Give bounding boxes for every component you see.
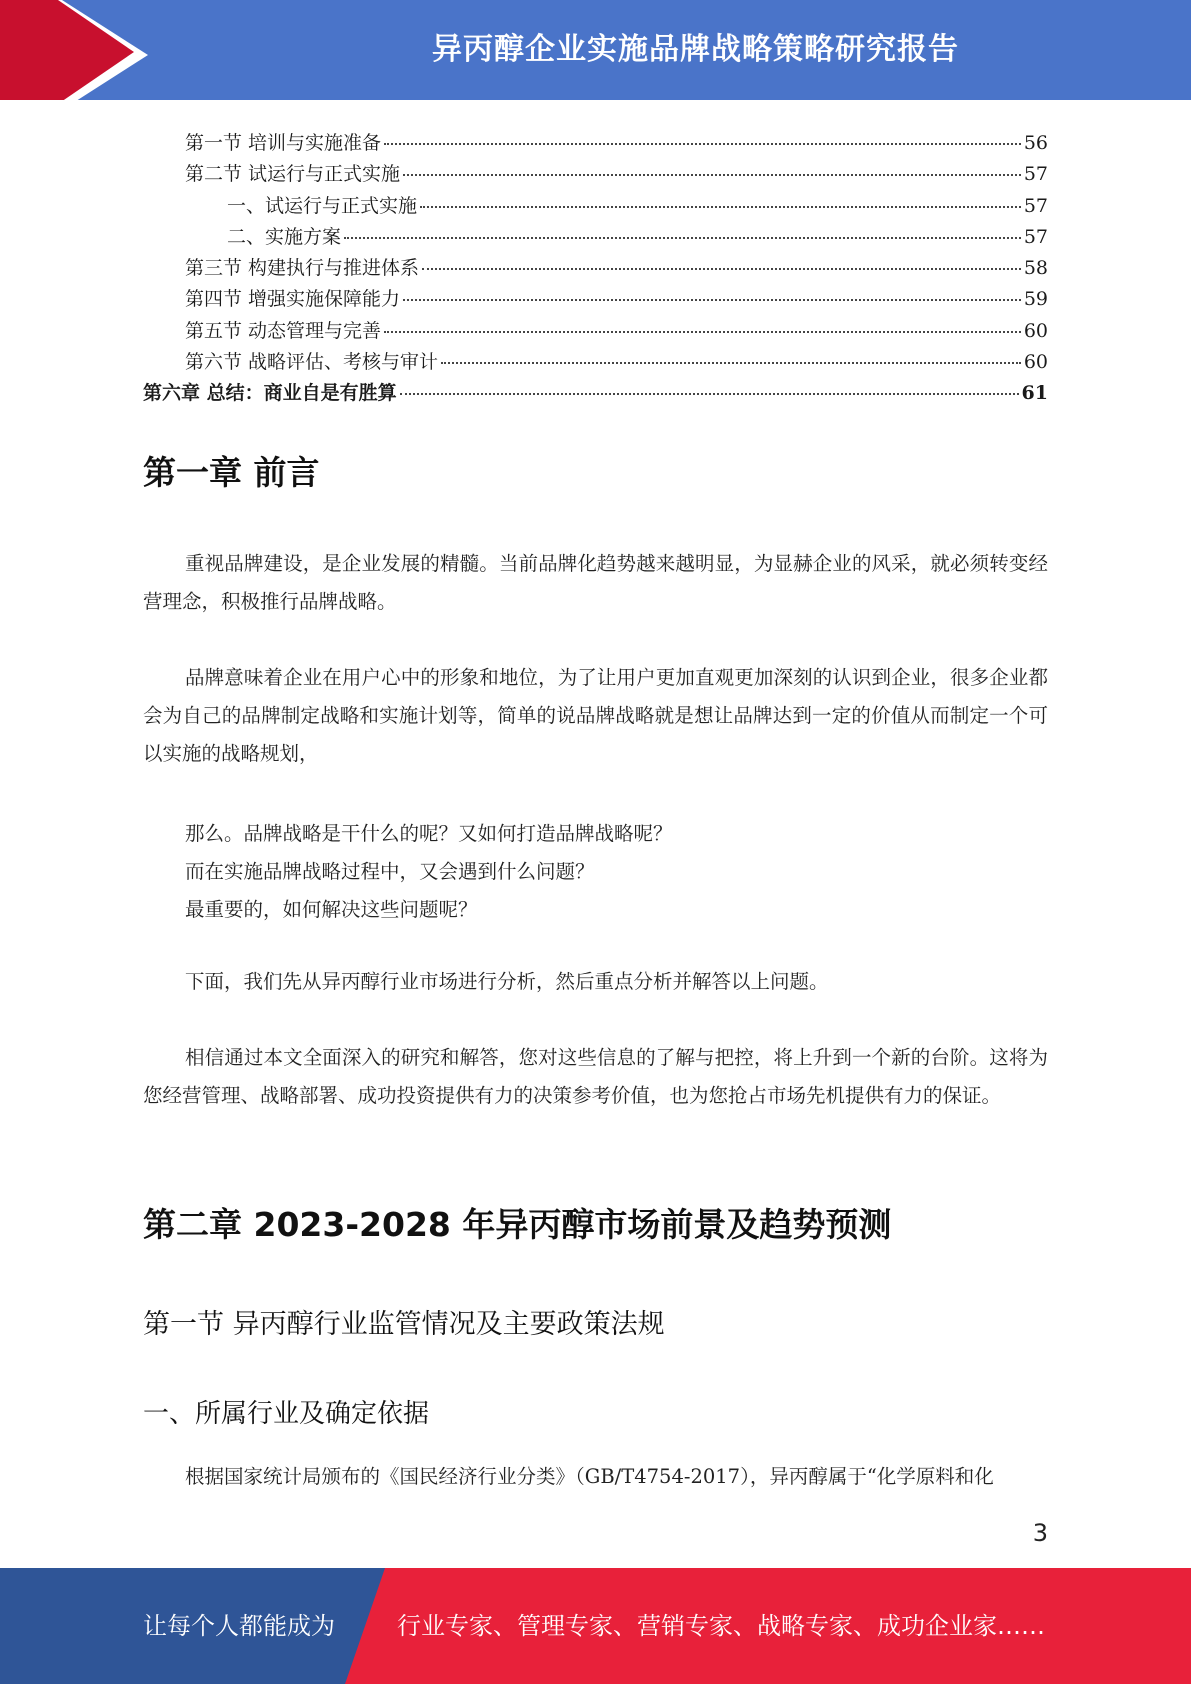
toc-leader-dots — [384, 124, 1021, 145]
chapter-1-paragraph: 重视品牌建设，是企业发展的精髓。当前品牌化趋势越来越明显，为显赫企业的风采，就必须转变经营理念，积极推行品牌战略。 — [143, 552, 1048, 613]
toc-entry-page: 60 — [1023, 351, 1048, 374]
header-title: 异丙醇企业实施品牌战略策略研究报告 — [432, 32, 959, 67]
toc-entry-page: 60 — [1023, 319, 1048, 342]
chapter-1-paragraph: 下面，我们先从异丙醇行业市场进行分析，然后重点分析并解答以上问题。 — [185, 970, 829, 993]
toc-entry-page: 57 — [1023, 225, 1048, 248]
toc-entry-label: 一、试运行与正式实施 — [227, 194, 418, 217]
chapter-2-paragraph: 根据国家统计局颁布的《国民经济行业分类》（GB/T4754-2017），异丙醇属于“化学原料和化 — [185, 1465, 994, 1488]
toc-entry-page: 57 — [1023, 194, 1048, 217]
toc-leader-dots — [441, 343, 1021, 364]
page-header — [0, 0, 1191, 110]
toc-entry-label: 第二节 试运行与正式实施 — [185, 163, 401, 186]
toc-leader-dots — [403, 155, 1021, 176]
header-divider — [0, 100, 1191, 110]
chapter-1-title: 第一章 前言 — [143, 453, 320, 492]
toc-entry-label: 第四节 增强实施保障能力 — [185, 288, 401, 311]
toc-entry-label: 第六节 战略评估、考核与审计 — [185, 351, 439, 374]
toc-leader-dots — [422, 249, 1021, 270]
toc-leader-dots — [403, 280, 1021, 301]
toc-leader-dots — [420, 187, 1021, 208]
toc-chapter-entry[interactable] — [143, 378, 1048, 409]
toc-entry-page: 59 — [1023, 288, 1048, 311]
chapter-2-title: 第二章 2023-2028 年异丙醇市场前景及趋势预测 — [143, 1205, 892, 1244]
toc-leader-dots — [344, 218, 1021, 239]
toc-entry-label: 二、实施方案 — [227, 225, 342, 248]
toc-entry-label: 第三节 构建执行与推进体系 — [185, 257, 420, 280]
toc-entry-page: 56 — [1023, 132, 1048, 154]
section-title: 第一节 异丙醇行业监管情况及主要政策法规 — [143, 1309, 665, 1340]
page-number: 3 — [1032, 1519, 1048, 1547]
question-line: 最重要的，如何解决这些问题呢？ — [185, 898, 478, 921]
footer-slogan-left: 让每个人都能成为 — [143, 1612, 335, 1640]
toc-entry-label: 第五节 动态管理与完善 — [185, 319, 382, 342]
chapter-1-paragraph: 相信通过本文全面深入的研究和解答，您对这些信息的了解与把控，将上升到一个新的台阶。这将为您经营管理、战略部署、成功投资提供有力的决策参考价值，也为您抢占市场先机提供有力的保证。 — [143, 1046, 1048, 1107]
footer-slogan-right: 行业专家、管理专家、营销专家、战略专家、成功企业家…… — [397, 1612, 1045, 1640]
question-line: 而在实施品牌战略过程中，又会遇到什么问题？ — [185, 860, 595, 883]
subsection-title: 一、所属行业及确定依据 — [143, 1399, 430, 1429]
toc-entry-page: 57 — [1023, 163, 1048, 186]
toc-entry-page: 61 — [1021, 382, 1048, 405]
toc-leader-dots — [384, 312, 1021, 333]
chapter-1-paragraph: 品牌意味着企业在用户心中的形象和地位，为了让用户更加直观更加深刻的认识到企业，很多企业都会为自己的品牌制定战略和实施计划等，简单的说品牌战略就是想让品牌达到一定的价值从而制定一个可以实施的战略规划， — [143, 666, 1048, 765]
table-of-contents — [143, 128, 1048, 410]
toc-entry-page: 58 — [1023, 257, 1048, 280]
toc-entry-label: 第一节 培训与实施准备 — [185, 132, 382, 154]
page-footer — [0, 1568, 1191, 1684]
toc-entry-label: 第六章 总结：商业自是有胜算 — [143, 382, 397, 405]
header-chevron-decoration — [0, 0, 160, 110]
toc-leader-dots — [400, 374, 1019, 395]
question-line: 那么。品牌战略是干什么的呢？又如何打造品牌战略呢？ — [185, 822, 673, 845]
